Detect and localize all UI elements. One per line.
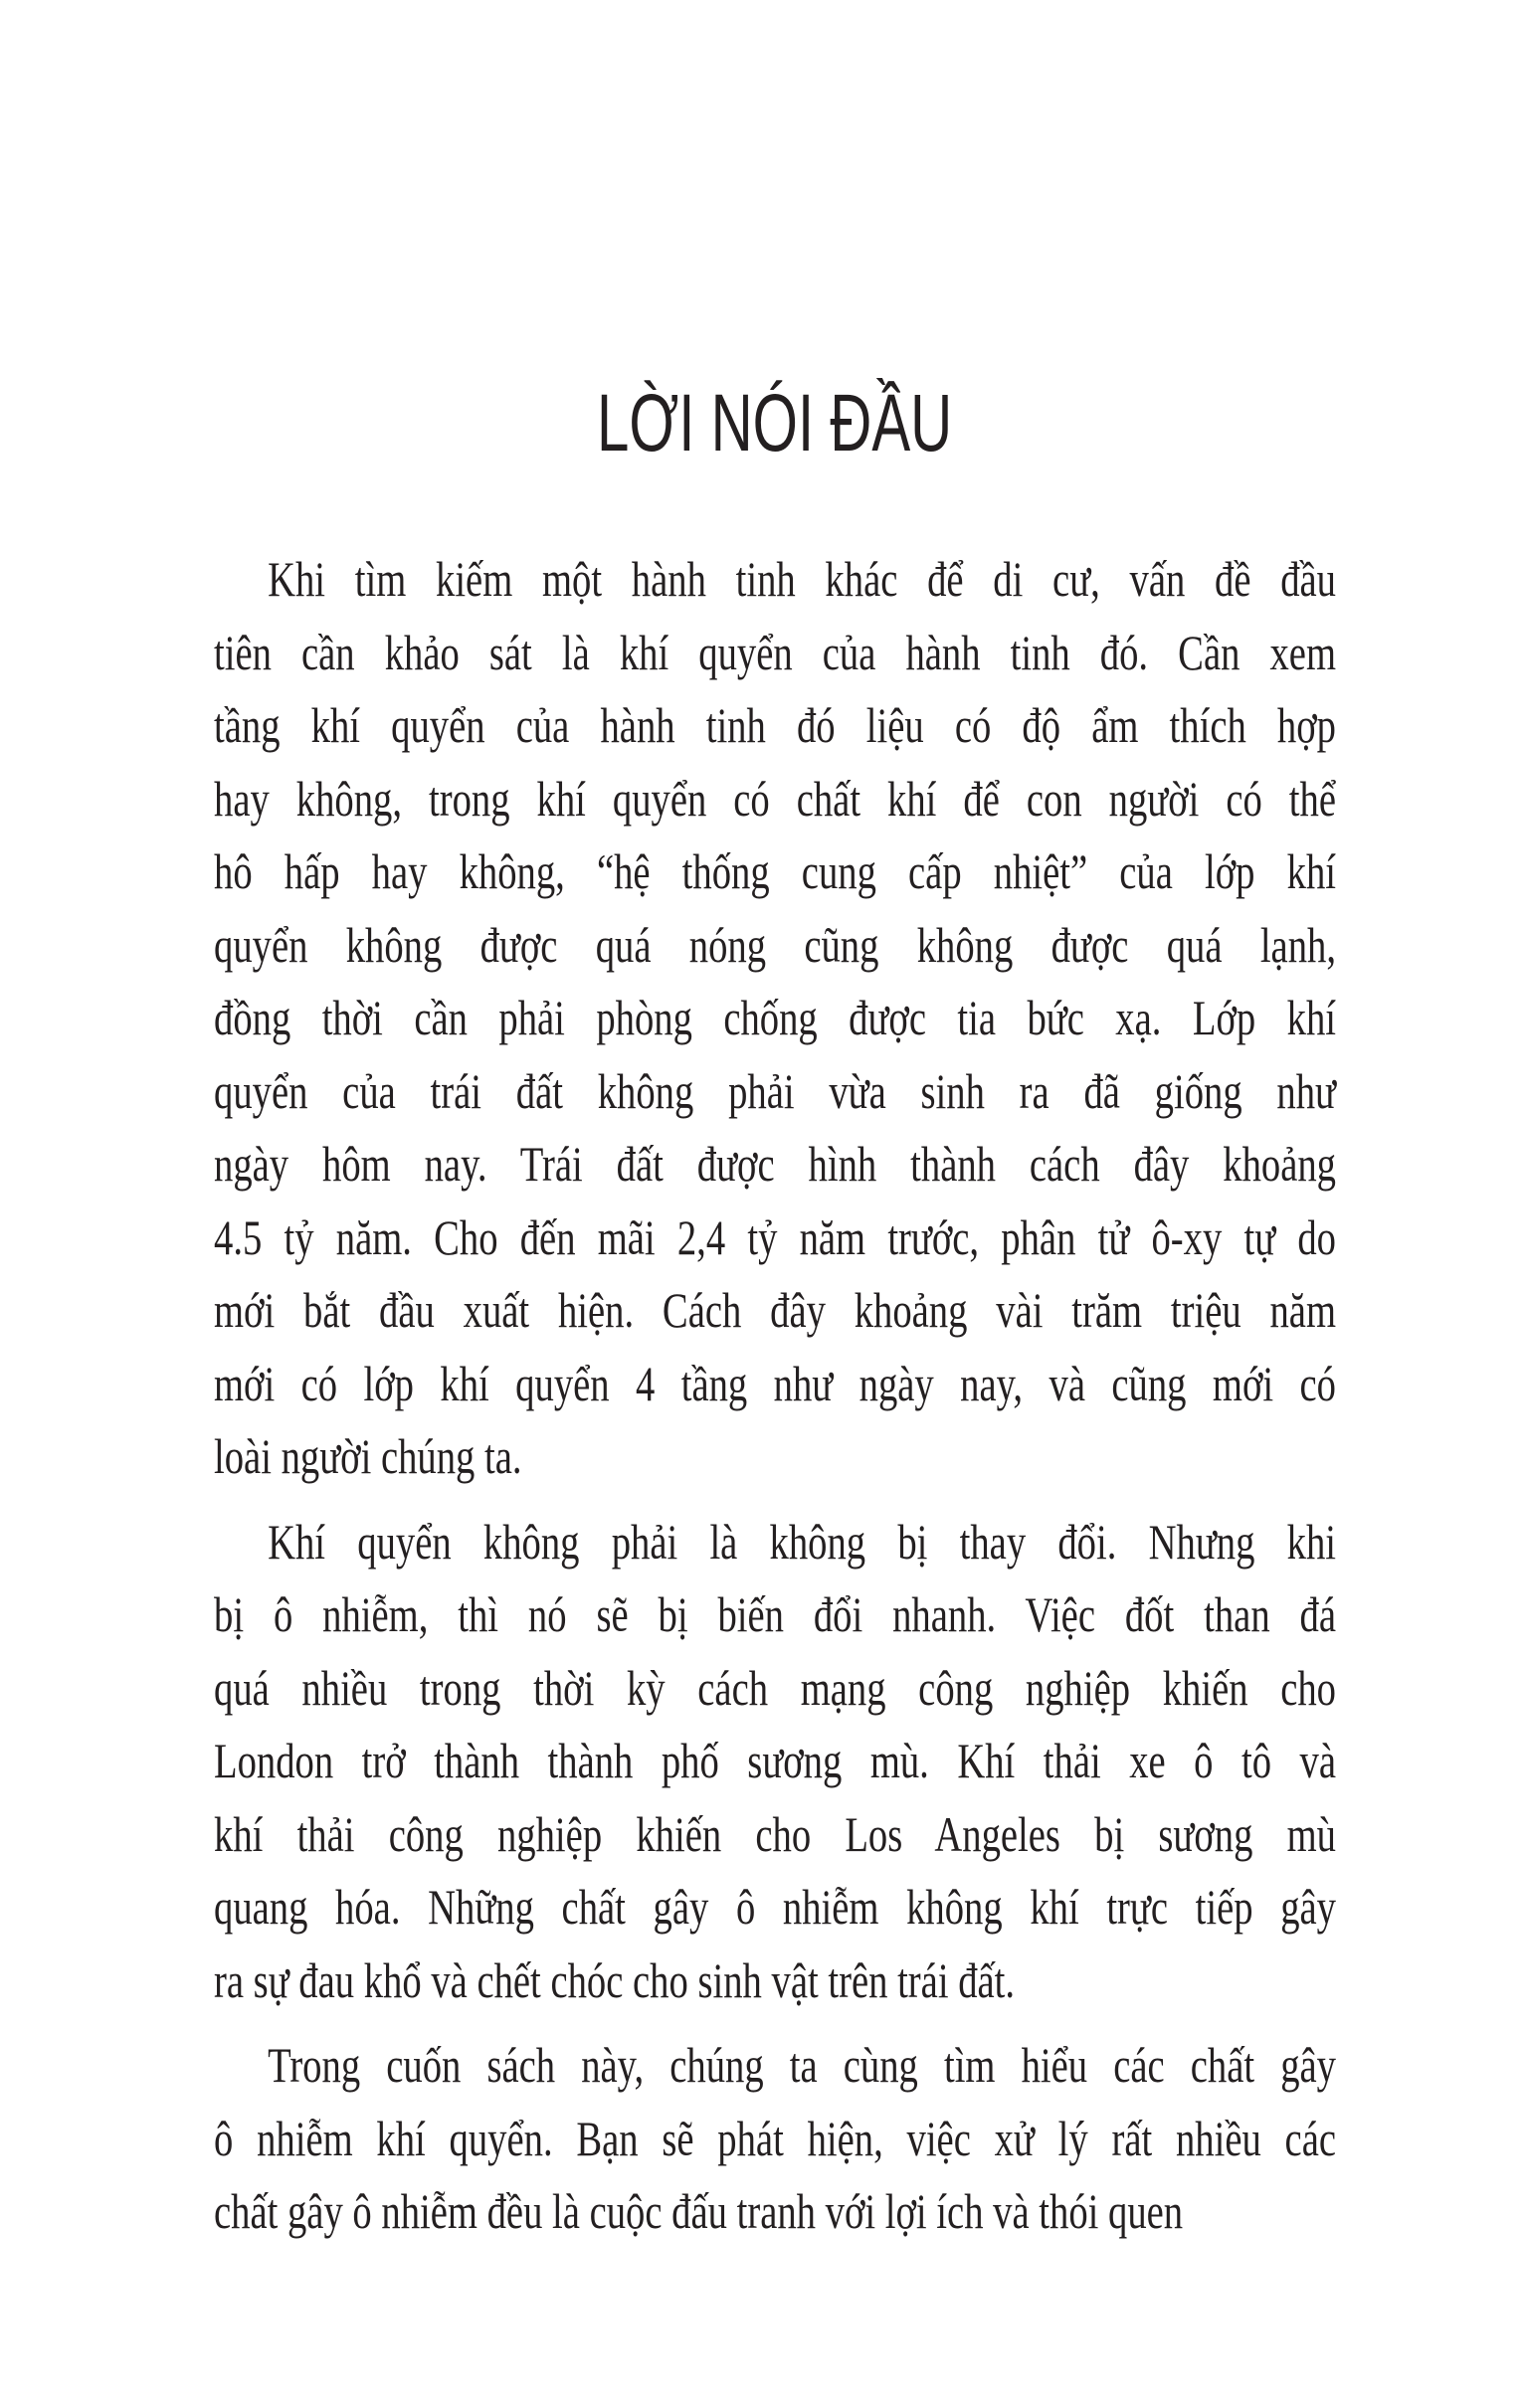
text-line: 4.5 tỷ năm. Cho đến mãi 2,4 tỷ năm trước, phân tử ô-xy tự do	[214, 1208, 1336, 1265]
text-line: đồng thời cần phải phòng chống được tia bức xạ. Lớp khí	[214, 990, 1336, 1045]
text-line: ngày hôm nay. Trái đất được hình thành cách đây khoảng	[214, 1136, 1336, 1192]
text-line: mới có lớp khí quyển 4 tầng như ngày nay, và cũng mới có	[214, 1355, 1336, 1411]
text-line: mới bắt đầu xuất hiện. Cách đây khoảng vài trăm triệu năm	[214, 1282, 1336, 1338]
text-line: chất gây ô nhiễm đều là cuộc đấu tranh với lợi ích và thói quen	[214, 2183, 1184, 2239]
text-line: London trở thành thành phố sương mù. Khí thải xe ô tô và	[214, 1733, 1336, 1788]
text-line: hay không, trong khí quyển có chất khí để con người có thể	[214, 770, 1336, 827]
text-line: quyển không được quá nóng cũng không được quá lạnh,	[214, 916, 1336, 973]
page-title	[214, 378, 1336, 468]
text-line: tầng khí quyển của hành tinh đó liệu có độ ẩm thích hợp	[214, 697, 1336, 753]
text-line: Trong cuốn sách này, chúng ta cùng tìm hiểu các chất gây	[268, 2037, 1336, 2093]
text-line: Khi tìm kiếm một hành tinh khác để di cư, vấn đề đầu	[268, 551, 1336, 607]
text-line: hô hấp hay không, “hệ thống cung cấp nhiệt” của lớp khí	[214, 843, 1336, 899]
page-title-text: LỜI NÓI ĐẦU	[597, 378, 953, 468]
text-line: tiên cần khảo sát là khí quyển của hành tinh đó. Cần xem	[214, 624, 1336, 680]
text-line: Khí quyển không phải là không bị thay đổi. Nhưng khi	[268, 1513, 1336, 1570]
text-line: quá nhiều trong thời kỳ cách mạng công nghiệp khiến cho	[214, 1659, 1336, 1716]
text-line: ra sự đau khổ và chết chóc cho sinh vật trên trái đất.	[214, 1951, 1016, 2008]
text-line: quang hóa. Những chất gây ô nhiễm không khí trực tiếp gây	[214, 1879, 1336, 1935]
paragraph	[214, 543, 1336, 1494]
paragraph	[214, 1506, 1336, 2018]
text-line: loài người chúng ta.	[214, 1428, 522, 1484]
text-line: ô nhiễm khí quyển. Bạn sẽ phát hiện, việc xử lý rất nhiều các	[214, 2110, 1336, 2166]
text-line: bị ô nhiễm, thì nó sẽ bị biến đổi nhanh. Việc đốt than đá	[214, 1586, 1336, 1642]
paragraph	[214, 2029, 1336, 2249]
text-line: quyển của trái đất không phải vừa sinh ra đã giống như	[214, 1062, 1336, 1119]
text-column	[214, 0, 1336, 2249]
text-line: khí thải công nghiệp khiến cho Los Angeles bị sương mù	[214, 1805, 1336, 1862]
body-text	[214, 543, 1336, 2249]
